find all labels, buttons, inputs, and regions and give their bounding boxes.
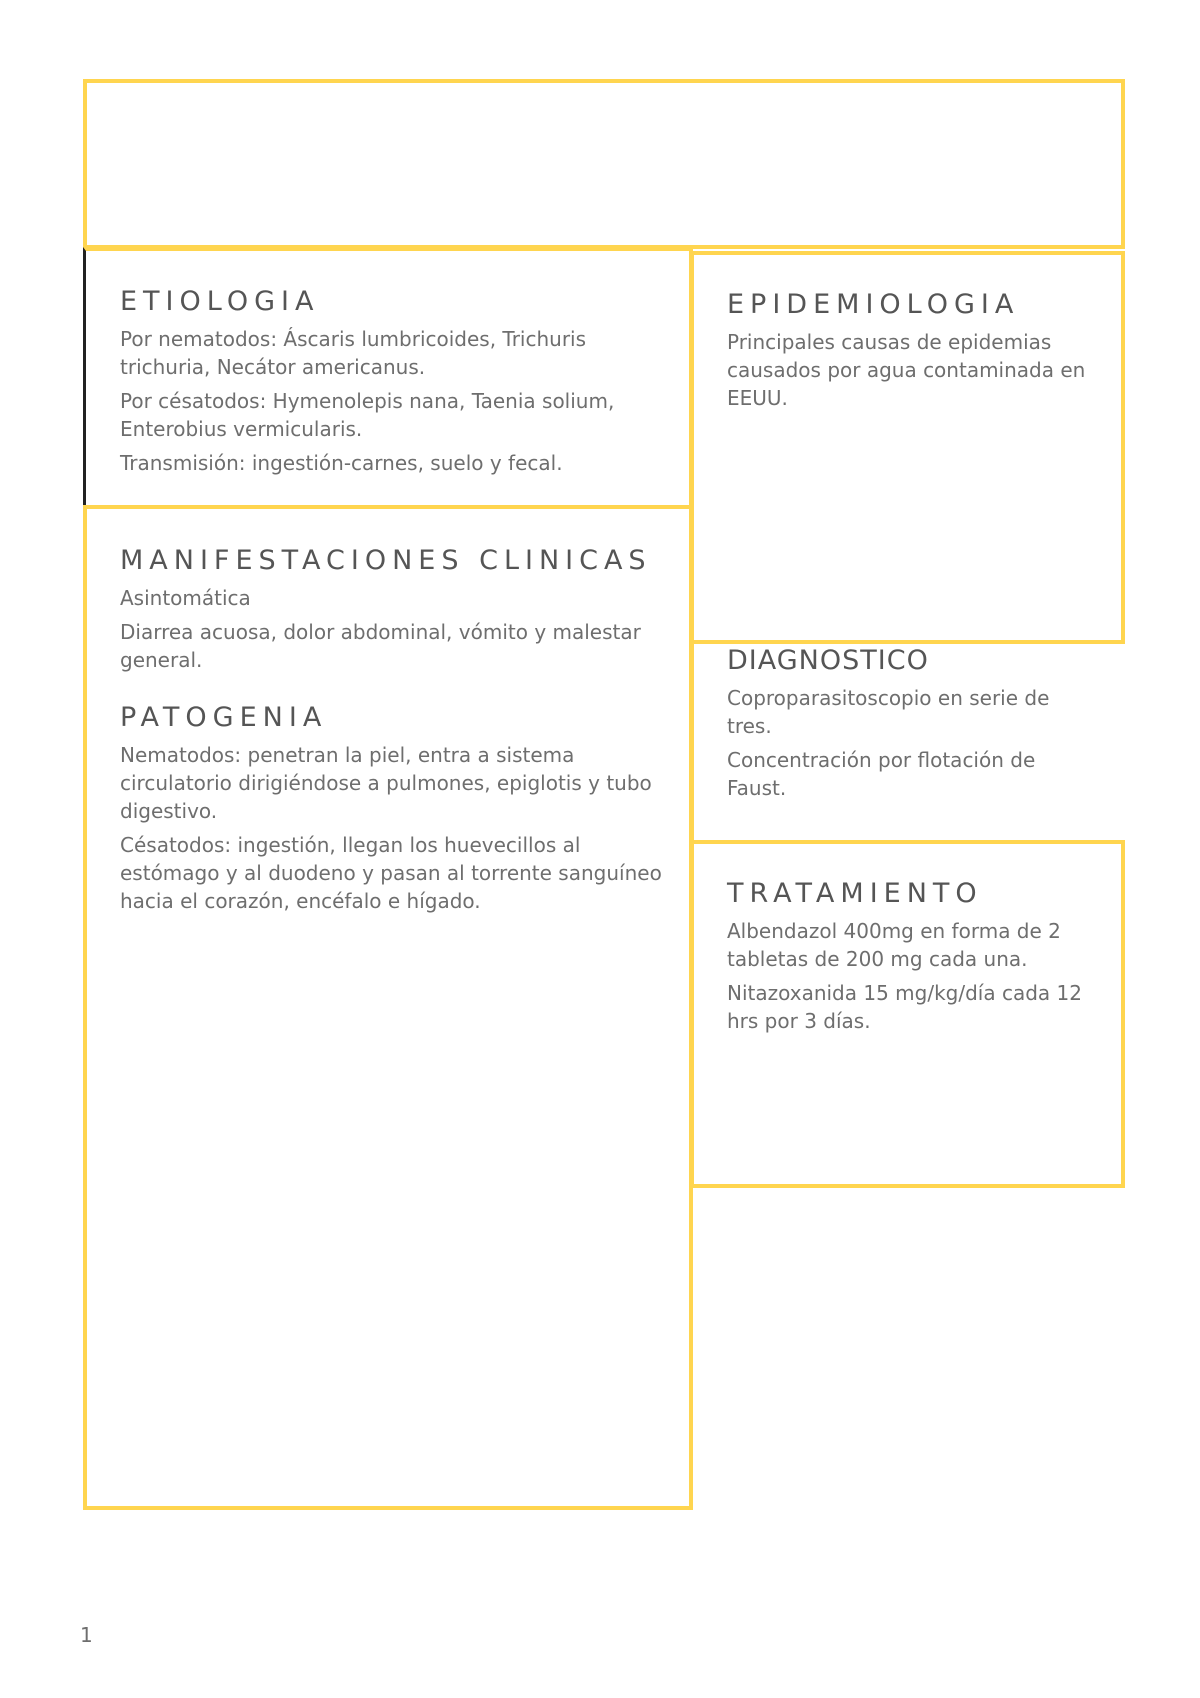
epidemiologia-paragraph: Principales causas de epidemias causados por agua contaminada en EEUU. [727, 330, 1086, 410]
tratamiento-paragraph: Albendazol 400mg en forma de 2 tabletas de 200 mg cada una. [727, 919, 1061, 971]
diagnostico-heading: DIAGNOSTICO [727, 645, 929, 676]
epidemiologia-section [727, 289, 1097, 418]
etiologia-paragraph: Por césatodos: Hymenolepis nana, Taenia solium, Enterobius vermicularis. [120, 389, 615, 441]
patogenia-heading: PATOGENIA [120, 702, 328, 733]
etiologia-paragraph: Por nematodos: Áscaris lumbricoides, Trichuris trichuria, Necátor americanus. [120, 327, 587, 379]
manifestaciones-paragraph: Asintomática [120, 586, 251, 610]
diagnostico-section [727, 645, 1097, 808]
tratamiento-paragraph: Nitazoxanida 15 mg/kg/día cada 12 hrs por 3 días. [727, 981, 1082, 1033]
etiologia-section [120, 286, 665, 483]
diagnostico-paragraph: Concentración por flotación de Faust. [727, 748, 1036, 800]
manifestaciones-paragraph: Diarrea acuosa, dolor abdominal, vómito y malestar general. [120, 620, 641, 672]
etiologia-heading: ETIOLOGIA [120, 286, 320, 317]
diagnostico-paragraph: Coproparasitoscopio en serie de tres. [727, 686, 1050, 738]
header-box [83, 79, 1125, 249]
manifestaciones-heading: MANIFESTACIONES CLINICAS [120, 545, 652, 576]
tratamiento-section [727, 878, 1097, 1041]
patogenia-paragraph: Nematodos: penetran la piel, entra a sistema circulatorio dirigiéndose a pulmones, epiglotis y tubo digestivo. [120, 743, 652, 823]
manifestaciones-section [120, 545, 665, 921]
etiologia-paragraph: Transmisión: ingestión-carnes, suelo y fecal. [120, 451, 563, 475]
tratamiento-heading: TRATAMIENTO [727, 878, 983, 909]
epidemiologia-heading: EPIDEMIOLOGIA [727, 289, 1020, 320]
page-number: 1 [80, 1623, 93, 1647]
patogenia-paragraph: Césatodos: ingestión, llegan los huevecillos al estómago y al duodeno y pasan al torrente sanguíneo hacia el corazón, encéfalo e hígado. [120, 833, 662, 913]
